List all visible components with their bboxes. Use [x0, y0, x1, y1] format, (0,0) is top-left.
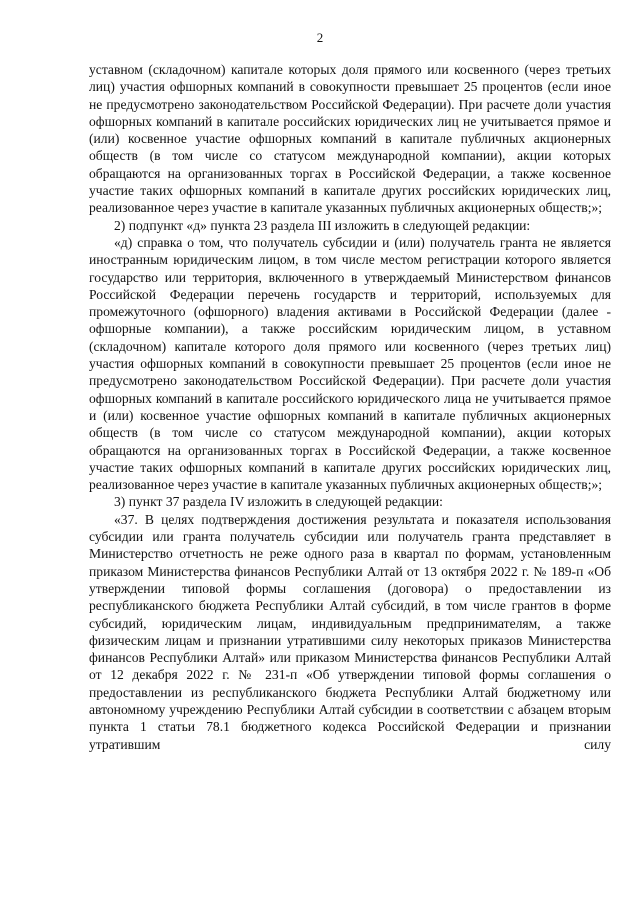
paragraph-continuation: уставном (складочном) капитале которых доля прямого или косвенного (через третьих лиц) участия офшорных компаний в совокупности превышает 25 процентов (если иное не предусмотрено законодательством Российской Федерации). При расчете доли участия офшорных компаний в капитале российских юридических лиц не учитывается прямое и (или) косвенное участие офшорных компаний в капитале публичных акционерных обществ (в том числе со статусом международной компании), акции которых обращаются на организованных торгах в Российской Федерации, а также косвенное участие таких офшорных компаний в капитале других российских юридических лиц, реализованное через участие в капитале указанных публичных акционерных обществ;»; [89, 62, 611, 216]
paragraph-amendment-2: 2) подпункт «д» пункта 23 раздела III изложить в следующей редакции: [114, 217, 531, 233]
document-body [89, 61, 611, 753]
paragraph-subparagraph-d: «д) справка о том, что получатель субсидии и (или) получатель гранта не является иностранным юридическим лицом, в том числе местом регистрации которого является государство или территория, включенного в утверждаемый Министерством финансов Российской Федерации перечень государств и территорий, используемых для промежуточного (офшорного) владения активами в Российской Федерации (далее - офшорные компании), а также российским юридическим лицом, в уставном (складочном) капитале которого доля прямого или косвенного (через третьих лиц) участия офшорных компаний в совокупности превышает 25 процентов (если иное не предусмотрено законодательством Российской Федерации). При расчете доли участия офшорных компаний в капитале российского юридического лица не учитывается прямое и (или) косвенное участие офшорных компаний в капитале публичных акционерных обществ (в том числе со статусом международной компании), акции которых обращаются на организованных торгах в Российской Федерации, а также косвенное участие таких офшорных компаний в капитале других российских юридических лиц, реализованное через участие в капитале указанных публичных акционерных обществ;»; [89, 234, 611, 493]
paragraph-amendment-3: 3) пункт 37 раздела IV изложить в следующей редакции: [114, 494, 443, 510]
paragraph-point-37: «37. В целях подтверждения достижения результата и показателя использования субсидии или гранта получатель субсидии или получатель гранта представляет в Министерство отчетность не реже одного раза в квартал по формам, установленным приказом Министерства финансов Республики Алтай от 13 октября 2022 г. № 189-п «Об утверждении типовой формы соглашения (договора) о предоставлении из республиканского бюджета Республики Алтай субсидий, в том числе грантов в форме субсидий, юридическим лицам, индивидуальным предпринимателям, а также физическим лицам и признании утратившими силу некоторых приказов Министерства финансов Республики Алтай» или приказом Министерства финансов Республики Алтай от 12 декабря 2022 г. № 231-п «Об утверждении типовой формы соглашения о предоставлении из республиканского бюджета Республики Алтай бюджетному или автономному учреждению Республики Алтай субсидии в соответствии с абзацем вторым пункта 1 статьи 78.1 бюджетного кодекса Российской Федерации и признании утратившим силу [89, 511, 611, 752]
page-number: 2 [316, 30, 324, 45]
